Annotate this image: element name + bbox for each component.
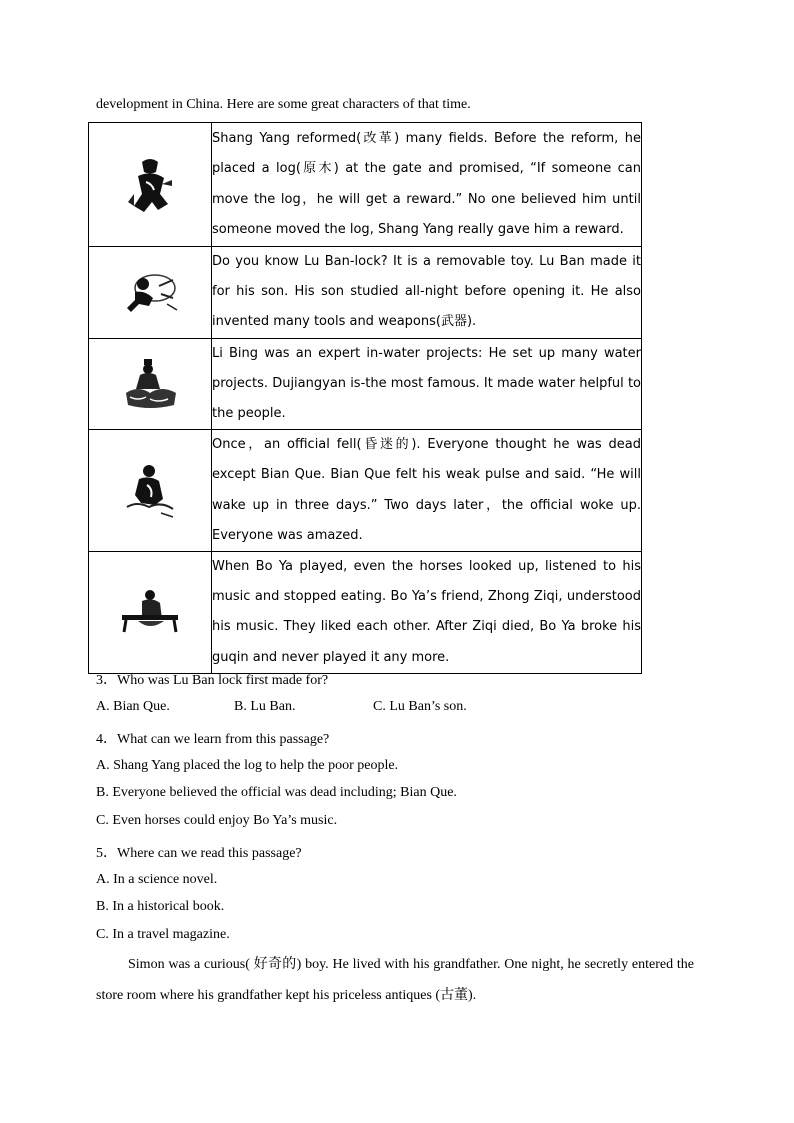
table-row xyxy=(89,552,642,674)
li-bing-figure-icon xyxy=(122,357,178,411)
option-a[interactable]: A. Bian Que. xyxy=(96,699,170,714)
bo-ya-figure-icon xyxy=(118,587,182,637)
picture-cell xyxy=(89,552,212,674)
question-3-options xyxy=(96,699,467,715)
characters-table xyxy=(88,122,642,674)
row-text: Shang Yang reformed(改革) many fields. Before the reform, he placed a log(原木) at the gate and promised, “If someone can move the log，he will get a reward.” No one believed him until someone moved the log, Shang Yang really gave him a reward. xyxy=(212,123,642,247)
picture-cell xyxy=(89,430,212,552)
option-c[interactable]: C. Even horses could enjoy Bo Ya’s music. xyxy=(96,813,338,828)
option-a[interactable]: A. In a science novel. xyxy=(96,872,218,887)
row-text: Li Bing was an expert in-water projects: He set up many water projects. Dujiangyan is-the most famous. It made water helpful to the people. xyxy=(212,338,642,430)
picture-cell xyxy=(89,338,212,430)
row-text: Do you know Lu Ban-lock? It is a removable toy. Lu Ban made it for his son. His son studied all-night before opening it. He also invented many tools and weapons(武器). xyxy=(212,247,642,339)
shang-yang-figure-icon xyxy=(124,154,176,216)
table-row xyxy=(89,247,642,339)
option-b[interactable]: B. Everyone believed the official was dead including; Bian Que. xyxy=(96,785,457,800)
table-row xyxy=(89,338,642,430)
option-b[interactable]: B. Lu Ban. xyxy=(234,699,296,714)
picture-cell xyxy=(89,247,212,339)
question-4: 4．What can we learn from this passage? xyxy=(96,732,330,747)
question-3: 3．Who was Lu Ban lock first made for? xyxy=(96,673,329,688)
question-5: 5．Where can we read this passage? xyxy=(96,846,302,861)
row-text: When Bo Ya played, even the horses looked up, listened to his music and stopped eating. Bo Ya’s friend, Zhong Ziqi, understood his music. They liked each other. After Ziqi died, Bo Ya broke his guqin and never played it any more. xyxy=(212,552,642,674)
lu-ban-figure-icon xyxy=(119,268,181,316)
option-c[interactable]: C. Lu Ban’s son. xyxy=(373,699,467,714)
option-c[interactable]: C. In a travel magazine. xyxy=(96,927,230,942)
option-b[interactable]: B. In a historical book. xyxy=(96,899,225,914)
picture-cell xyxy=(89,123,212,247)
row-text: Once，an official fell(昏迷的). Everyone thought he was dead except Bian Que. Bian Que felt his weak pulse and said. “He will wake up in three days.” Two days later，the official woke up. Everyone was amazed. xyxy=(212,430,642,552)
intro-line: development in China. Here are some great characters of that time. xyxy=(96,97,471,112)
table-row xyxy=(89,430,642,552)
simon-paragraph: Simon was a curious( 好奇的) boy. He lived with his grandfather. One night, he secretly entered the store room where his grandfather kept his priceless antiques (古董). xyxy=(96,957,694,1003)
option-a[interactable]: A. Shang Yang placed the log to help the poor people. xyxy=(96,758,399,773)
table-row xyxy=(89,123,642,247)
bian-que-figure-icon xyxy=(121,461,179,521)
